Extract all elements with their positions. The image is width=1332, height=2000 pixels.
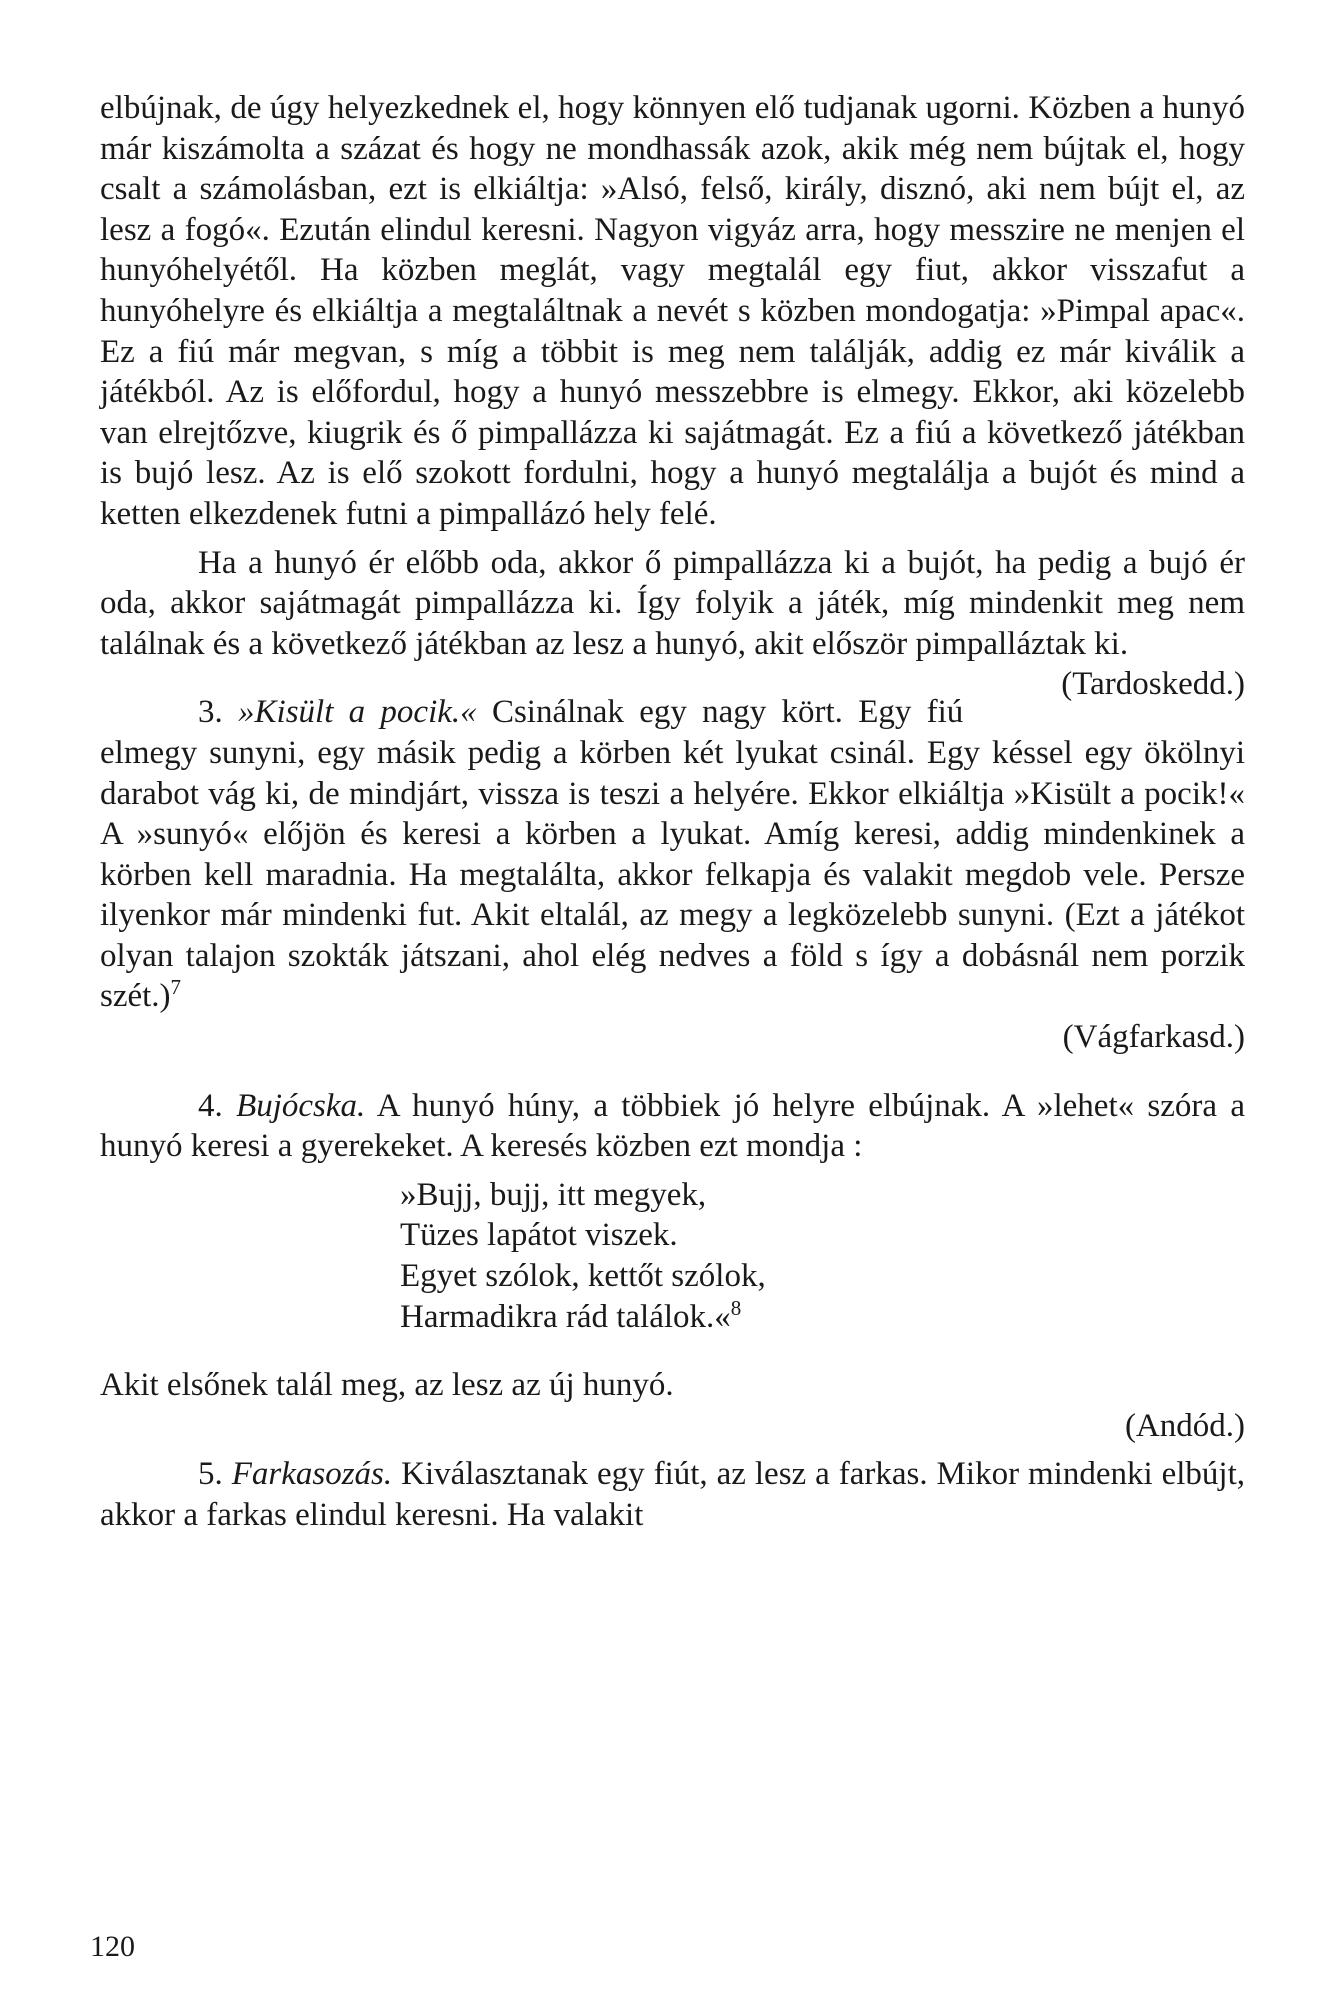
game-5-title: Farkasozás.	[231, 1456, 393, 1493]
rhyme-line-last	[400, 1297, 1245, 1338]
game-4-text: A hunyó húny, a többiek jó helyre elbújnak. A »lehet« szóra a hunyó keresi a gyerekeket. A keresés közben ezt mondja :	[100, 1087, 1246, 1165]
footnote-7-marker: 7	[170, 975, 182, 1000]
rhyme-line: »Bujj, bujj, itt megyek,	[400, 1176, 707, 1213]
game-3-title: »Kisült a pocik.«	[238, 694, 477, 731]
paragraph-hunyo	[100, 543, 1245, 703]
game-3-paragraph	[100, 692, 1245, 1017]
rhyme-line: Harmadikra rád találok.«	[400, 1298, 731, 1335]
source-tardoskedd: (Tardoskedd.)	[1061, 666, 1245, 703]
rhyme-line: Egyet szólok, kettőt szólok,	[400, 1258, 766, 1295]
game-4-after: Akit elsőnek talál meg, az lesz az új hunyó.	[100, 1367, 674, 1404]
game-3-text: Csinálnak egy nagy kört. Egy fiú elmegy sunyni, egy másik pedig a körben két lyukat csinál. Egy késsel egy ökölnyi darabot vág ki, de mindjárt, vissza is teszi a helyére. Ekkor elkiáltja »Kisült a pocik!« A »sunyó« előjön és keresi a körben a lyukat. Amíg keresi, addig mindenkinek a körben kell maradnia. Ha megtalálta, akkor felkapja és valakit megdob vele. Persze ilyenkor már mindenki fut. Akit eltalál, az megy a legközelebb sunyni. (Ezt a játékot olyan talajon szokták játszani, ahol elég nedves a föld s így a dobásnál nem porzik szét.)	[100, 694, 1245, 1015]
source-andod: (Andód.)	[1124, 1407, 1245, 1444]
rhyme-verse	[400, 1175, 1245, 1337]
rhyme-line: Tüzes lapátot viszek.	[400, 1217, 678, 1254]
paragraph-continuation: elbújnak, de úgy helyezkednek el, hogy könnyen elő tudjanak ugorni. Közben a hunyó már kiszámolta a százat és hogy ne mondhassák azok, akik még nem bújtak el, hogy csalt a számolásban, ezt is elkiáltja: »Alsó, felső, király, disznó, aki nem bújt el, az lesz a fogó«. Ezután elindul keresni. Nagyon vigyáz arra, hogy messzire ne menjen el hunyóhelyétől. Ha közben meglát, vagy megtalál egy fiut, akkor visszafut a hunyóhelyre és elkiáltja a megtaláltnak a nevét s közben mondogatja: »Pimpal apac«. Ez a fiú már megvan, s míg a többit is meg nem találják, addig ez már kiválik a játékból. Az is előfordul, hogy a hunyó messzebbre is elmegy. Ekkor, aki közelebb van elrejtőzve, kiugrik és ő pimpallázza ki sajátmagát. Ez a fiú a következő játékban is bujó lesz. Az is elő szokott fordulni, hogy a hunyó megtalálja a bujót és mind a ketten elkezdenek futni a pimpallázó hely felé.	[100, 90, 1245, 532]
footnote-8-marker: 8	[730, 1295, 742, 1320]
paragraph-hunyo-text: Ha a hunyó ér előbb oda, akkor ő pimpallázza ki a bujót, ha pedig a bujó ér oda, akkor sajátmagát pimpallázza ki. Így folyik a játék, míg mindenkit meg nem találnak és a következő játékban az lesz a hunyó, akit először pimpalláztak ki.	[100, 544, 1245, 662]
page-number: 120	[90, 1930, 135, 1963]
game-5-number: 5.	[198, 1456, 223, 1493]
source-vagfarkasd: (Vágfarkasd.)	[1062, 1019, 1245, 1056]
game-3-number: 3.	[198, 694, 223, 731]
game-4-number: 4.	[198, 1087, 223, 1124]
game-5-text: Kiválasztanak egy fiút, az lesz a farkas. Mikor mindenki elbújt, akkor a farkas elindul keresni. Ha valakit	[100, 1456, 1246, 1533]
game-5-paragraph	[100, 1454, 1245, 1535]
game-4-title: Bujócska.	[236, 1087, 366, 1124]
page-body	[100, 88, 1245, 1536]
game-4-paragraph	[100, 1086, 1245, 1167]
